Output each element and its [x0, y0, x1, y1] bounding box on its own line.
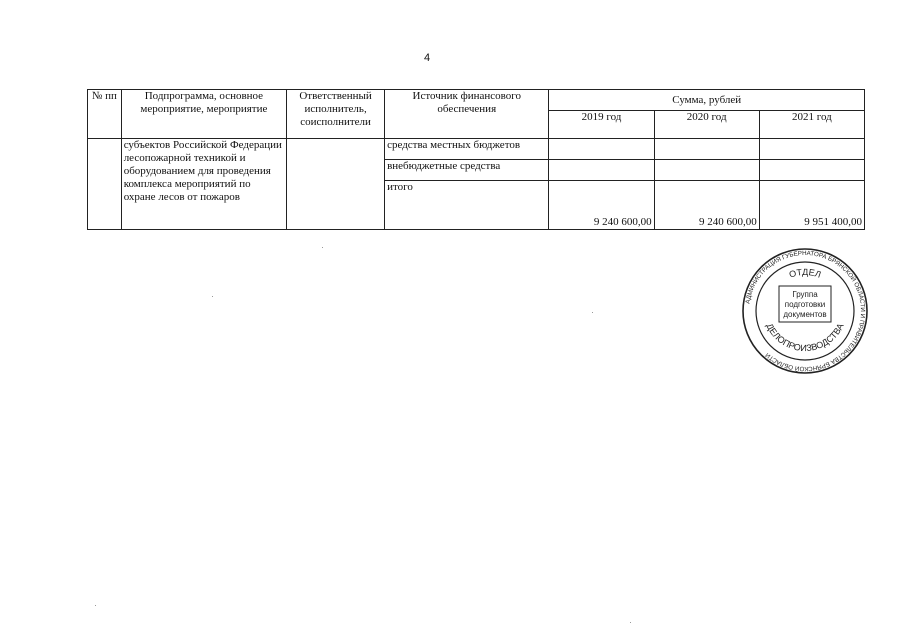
table-row	[88, 139, 865, 160]
header-program: Подпрограмма, основное мероприятие, мероприятие	[121, 90, 286, 139]
page-number: 4	[424, 52, 431, 64]
header-year-2019: 2019 год	[549, 111, 654, 139]
scan-speck	[95, 605, 96, 606]
scan-speck	[592, 312, 593, 313]
scan-speck	[322, 247, 323, 248]
scan-speck	[212, 296, 213, 297]
amount-cell	[654, 160, 759, 181]
office-stamp	[741, 247, 869, 375]
stamp-inner-top: ОТДЕЛ	[787, 266, 823, 280]
responsible-cell	[287, 139, 385, 230]
header-responsible: Ответственный исполнитель, соисполнители	[287, 90, 385, 139]
header-num: № пп	[88, 90, 122, 139]
amount-cell	[759, 160, 864, 181]
header-sum: Сумма, рублей	[549, 90, 865, 111]
header-source: Источник финансового обеспечения	[385, 90, 549, 139]
stamp-center-line: Группа	[792, 290, 818, 299]
svg-text:ДЕЛОПРОИЗВОДСТВА	[764, 322, 845, 353]
amount-cell: 9 951 400,00	[759, 181, 864, 230]
amount-cell	[759, 139, 864, 160]
stamp-center-line: документов	[783, 310, 827, 319]
amount-cell	[654, 139, 759, 160]
source-cell: итого	[385, 181, 549, 230]
row-number-cell	[88, 139, 122, 230]
amount-cell	[549, 139, 654, 160]
header-year-2020: 2020 год	[654, 111, 759, 139]
stamp-center-text	[741, 290, 869, 320]
stamp-outer-text: АДМИНИСТРАЦИЯ ГУБЕРНАТОРА БРЯНСКОЙ ОБЛАСТИ И ПРАВИТЕЛЬСТВА БРЯНСКОЙ ОБЛАСТИ	[744, 249, 867, 373]
scan-speck	[630, 622, 631, 623]
source-cell: средства местных бюджетов	[385, 139, 549, 160]
header-year-2021: 2021 год	[759, 111, 864, 139]
amount-cell: 9 240 600,00	[549, 181, 654, 230]
stamp-center-line: подготовки	[784, 300, 826, 309]
stamp-inner-bottom: ДЕЛОПРОИЗВОДСТВА	[764, 321, 846, 354]
source-cell: внебюджетные средства	[385, 160, 549, 181]
svg-text:ОТДЕЛ	[788, 267, 823, 280]
amount-cell	[549, 160, 654, 181]
amount-cell: 9 240 600,00	[654, 181, 759, 230]
budget-table	[87, 89, 865, 230]
program-cell: субъектов Российской Федерации лесопожарной техникой и оборудованием для проведения комплекса мероприятий по охране лесов от пожаров	[121, 139, 286, 230]
